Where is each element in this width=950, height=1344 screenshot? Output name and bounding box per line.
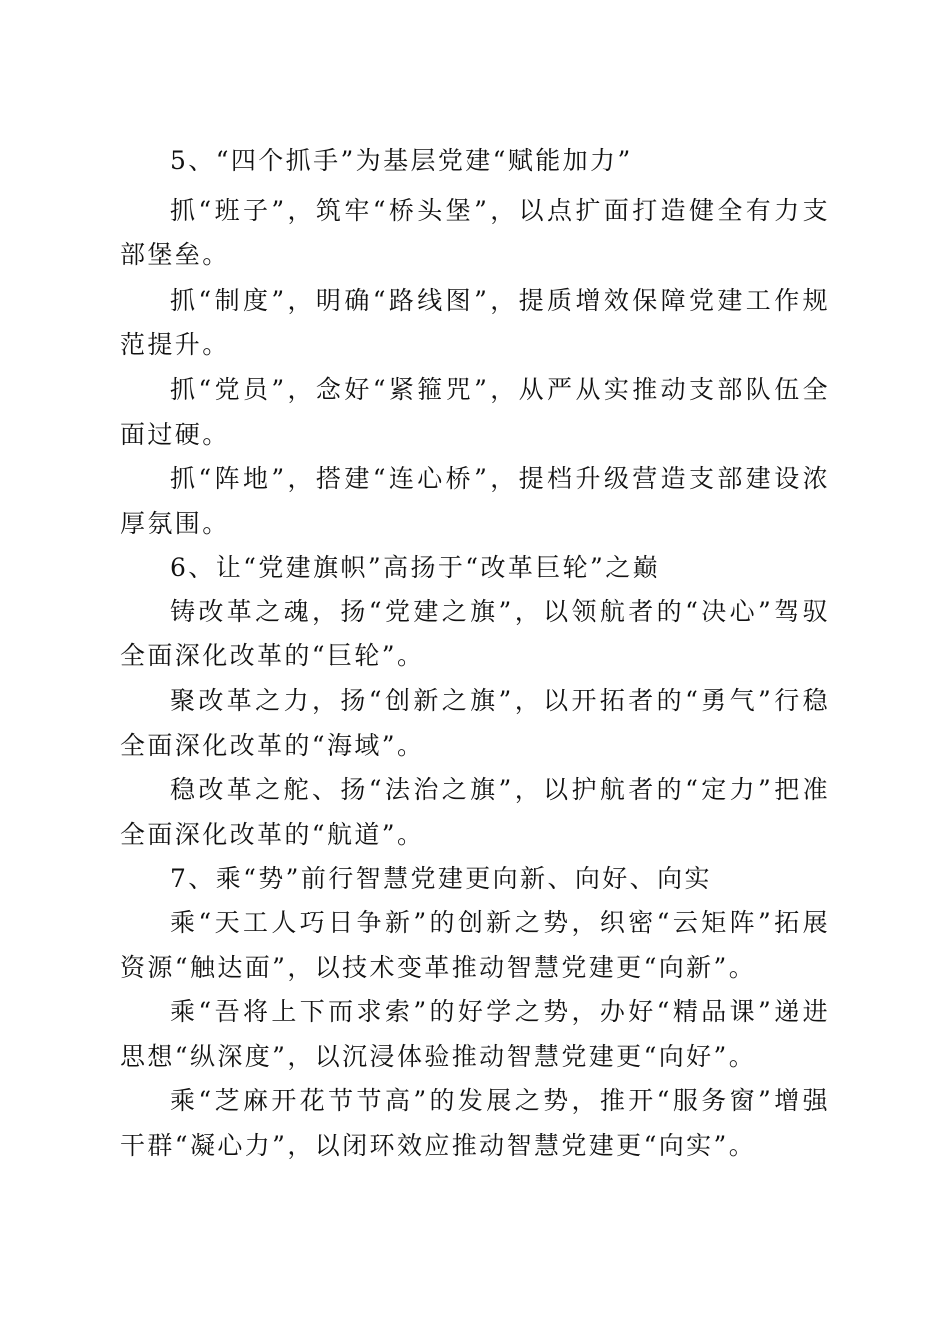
- section-heading-5: 5、“四个抓手”为基层党建“赋能加力”: [170, 146, 633, 175]
- section-heading-6: 6、让“党建旗帜”高扬于“改革巨轮”之巅: [170, 553, 661, 582]
- paragraph-line: 铸改革之魂，扬“党建之旗”，以领航者的“决心”驾驭: [170, 597, 830, 626]
- paragraph-line: 抓“班子”，筑牢“桥头堡”，以点扩面打造健全有力支: [170, 196, 830, 225]
- paragraph-line: 全面深化改革的“巨轮”。: [120, 641, 425, 670]
- paragraph-line: 全面深化改革的“航道”。: [120, 820, 425, 849]
- paragraph-line: 范提升。: [120, 330, 230, 359]
- paragraph-line: 资源“触达面”，以技术变革推动智慧党建更“向新”。: [120, 953, 757, 982]
- paragraph-line: 乘“芝麻开花节节高”的发展之势，推开“服务窗”增强: [170, 1086, 830, 1115]
- paragraph-line: 乘“吾将上下而求索”的好学之势，办好“精品课”递进: [170, 997, 830, 1026]
- paragraph-line: 抓“阵地”，搭建“连心桥”，提档升级营造支部建设浓: [170, 464, 830, 493]
- paragraph-line: 抓“制度”，明确“路线图”，提质增效保障党建工作规: [170, 286, 830, 315]
- paragraph-line: 部堡垒。: [120, 240, 230, 269]
- paragraph-line: 干群“凝心力”，以闭环效应推动智慧党建更“向实”。: [120, 1131, 757, 1160]
- paragraph-line: 全面深化改革的“海域”。: [120, 731, 425, 760]
- paragraph-line: 聚改革之力，扬“创新之旗”，以开拓者的“勇气”行稳: [170, 686, 830, 715]
- paragraph-line: 厚氛围。: [120, 509, 230, 538]
- paragraph-line: 抓“党员”，念好“紧箍咒”，从严从实推动支部队伍全: [170, 375, 830, 404]
- paragraph-line: 稳改革之舵、扬“法治之旗”，以护航者的“定力”把准: [170, 775, 830, 804]
- paragraph-line: 思想“纵深度”，以沉浸体验推动智慧党建更“向好”。: [120, 1042, 757, 1071]
- section-heading-7: 7、乘“势”前行智慧党建更向新、向好、向实: [170, 864, 712, 893]
- paragraph-line: 乘“天工人巧日争新”的创新之势，织密“云矩阵”拓展: [170, 908, 830, 937]
- paragraph-line: 面过硬。: [120, 420, 230, 449]
